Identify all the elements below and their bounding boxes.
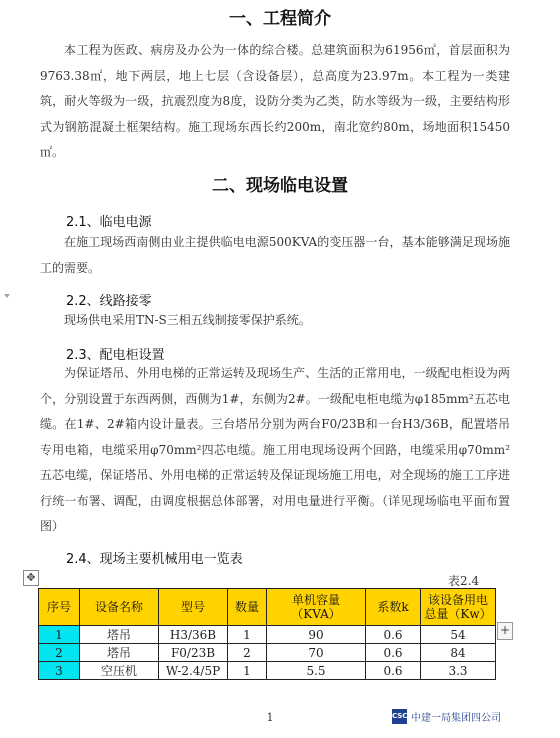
- grounding-text: 现场供电采用TN-S三相五线制接零保护系统。: [64, 313, 311, 327]
- project-overview-text: 本工程为医政、病房及办公为一体的综合楼。总建筑面积为61956㎡，首层面积为9763.38㎡，地下两层，地上七层（含设备层），总高度为23.97m。本工程为一类建筑，耐火等级为一级，抗震烈度为8度，设防分类为乙类，防水等级为一级，主要结构形式为钢筋混凝土框架结构。施工现场东西长约200m，南北宽约80m，场地面积15450㎡。: [40, 43, 510, 159]
- cell-coefficient: 0.6: [366, 662, 421, 680]
- subsection-2-3-heading: 2.3、配电柜设置: [66, 348, 165, 363]
- cell-model: W-2.4/5P: [159, 662, 228, 680]
- power-source-text: 在施工现场西南侧由业主提供临电电源500KVA的变压器一台，基本能够满足现场施工的需要。: [40, 235, 510, 275]
- table-move-handle-icon[interactable]: ✥: [23, 570, 39, 586]
- header-quantity: 数量: [228, 589, 267, 626]
- cell-coefficient: 0.6: [366, 626, 421, 644]
- header-model: 型号: [159, 589, 228, 626]
- cell-unit-capacity: 90: [267, 626, 366, 644]
- subsection-2-2-heading: 2.2、线路接零: [66, 294, 152, 309]
- collapse-marker-icon[interactable]: [4, 294, 10, 298]
- subsection-2-1-paragraph: [40, 230, 510, 281]
- cell-equipment-name: 塔吊: [80, 644, 159, 662]
- subsection-2-3-paragraph: [40, 361, 510, 540]
- cell-model: F0/23B: [159, 644, 228, 662]
- add-row-button[interactable]: +: [497, 622, 513, 640]
- company-logo-icon: CSCEC: [392, 709, 407, 724]
- table-caption: 表2.4: [448, 574, 480, 588]
- header-equipment-name: 设备名称: [80, 589, 159, 626]
- subsection-2-2-paragraph: [40, 308, 510, 334]
- cell-model: H3/36B: [159, 626, 228, 644]
- cell-total-power: 3.3: [421, 662, 496, 680]
- section-1-heading: 一、工程简介: [229, 9, 331, 29]
- cell-total-power: 54: [421, 626, 496, 644]
- subsection-2-1-heading: 2.1、临电电源: [66, 215, 152, 230]
- section-1-paragraph: [40, 38, 510, 166]
- cell-serial: 1: [39, 626, 80, 644]
- table-row: [39, 644, 496, 662]
- cell-equipment-name: 塔吊: [80, 626, 159, 644]
- cell-serial: 3: [39, 662, 80, 680]
- cell-unit-capacity: 5.5: [267, 662, 366, 680]
- table-row: [39, 662, 496, 680]
- subsection-2-4-heading: 2.4、现场主要机械用电一览表: [66, 552, 243, 567]
- header-total-power: 该设备用电 总量（Kw）: [421, 589, 496, 626]
- cell-quantity: 2: [228, 644, 267, 662]
- cell-serial: 2: [39, 644, 80, 662]
- cell-unit-capacity: 70: [267, 644, 366, 662]
- cell-equipment-name: 空压机: [80, 662, 159, 680]
- header-unit-capacity: 单机容量 （KVA）: [267, 589, 366, 626]
- distribution-cabinet-text: 为保证塔吊、外用电梯的正常运转及现场生产、生活的正常用电，一级配电柜设为两个，分别设置于东西两侧，西侧为1#，东侧为2#。一级配电柜电缆为φ185mm²五芯电缆。在1#、2#箱内设计量表。三台塔吊分别为两台F0/23B和一台H3/36B，配置塔吊专用电箱，电缆采用φ70mm²四芯电缆。施工用电现场设两个回路，电缆采用φ70mm²五芯电缆，保证塔吊、外用电梯的正常运转及保证现场施工用电，对全现场的施工工序进行统一布署、调配，由调度根据总体部署，对用电量进行平衡。（详见现场临电平面布置图）: [40, 366, 510, 533]
- header-coefficient: 系数k: [366, 589, 421, 626]
- company-logo: [392, 709, 501, 724]
- table-header-row: [39, 589, 496, 626]
- table-row: [39, 626, 496, 644]
- equipment-power-table: [38, 588, 496, 680]
- section-2-heading: 二、现场临电设置: [212, 176, 348, 196]
- cell-coefficient: 0.6: [366, 644, 421, 662]
- header-serial: 序号: [39, 589, 80, 626]
- cell-total-power: 84: [421, 644, 496, 662]
- page-number: 1: [266, 711, 274, 724]
- cell-quantity: 1: [228, 626, 267, 644]
- company-name: 中建一局集团四公司: [411, 713, 501, 724]
- cell-quantity: 1: [228, 662, 267, 680]
